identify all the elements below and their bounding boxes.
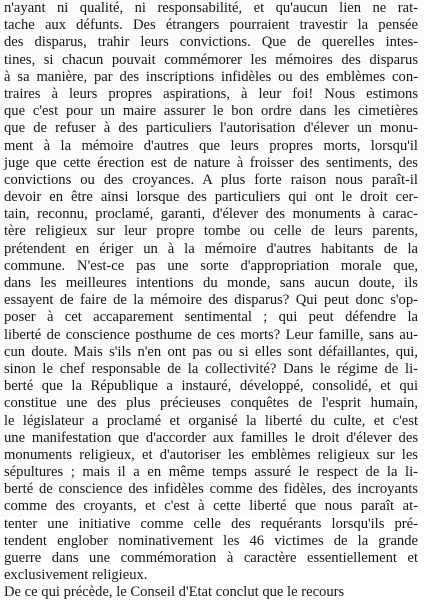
text-line: traires à leurs propres aspirations, à leur foi! Nous estimons [4, 85, 418, 102]
text-line: constitue une des plus précieuses conquêtes de l'esprit humain, [4, 395, 418, 412]
text-line: tines, si chacun pouvait commémorer les mémoires des disparus [4, 51, 418, 68]
text-line: guerre dans une commémoration à caractère essentiellement et [4, 550, 418, 566]
text-line: à sa manière, par des inscriptions infidèles ou des emblèmes con- [4, 68, 418, 85]
text-line: une manifestation que d'accorder aux familles le droit d'élever des [4, 429, 418, 446]
text-line: exclusivement religieux. [4, 567, 148, 584]
text-line: dans les meilleures intentions du monde, sans aucun doute, ils [4, 275, 418, 291]
text-line: liberté de conscience posthume de ces morts? Leur famille, sans au- [4, 326, 418, 343]
text-line: comme des croyants, et c'est à cette liberté que nous paraît at- [4, 498, 418, 515]
text-line: ment à la mémoire d'autres que leurs propres morts, lorsqu'il [4, 137, 418, 154]
text-line: tenter une initiative comme celle des requérants lorsqu'ils pré- [4, 515, 418, 532]
text-line: tache aux défunts. Des étrangers pourraient travestir la pensée [4, 17, 418, 34]
text-line: berté de conscience des infidèles comme des fidèles, des incroyants [4, 481, 418, 498]
text-line: tain, reconnu, proclamé, garanti, d'élever des monuments à carac- [4, 206, 418, 223]
text-line: sinon le chef responsable de la collectivité? Dans le régime de li- [4, 360, 418, 377]
text-line: n'ayant ni qualité, ni responsabilité, et qu'aucun lien ne rat- [4, 0, 418, 16]
text-line: prétendent en ériger un à la mémoire d'autres habitants de la [4, 240, 418, 257]
text-line: sépultures ; mais il a en même temps assuré le respect de la li- [4, 464, 418, 481]
text-line: cun doute. Mais s'ils n'en ont pas ou si elles sont défaillantes, qui, [4, 343, 418, 360]
text-line: que c'est pour un maire assurer le bon ordre dans les cimetières [4, 103, 418, 120]
text-line: convictions ou des croyances. A plus forte raison nous paraît-il [4, 171, 418, 188]
text-line-cut-off: De ce qui précède, le Conseil d'Etat conclut que le recours [4, 584, 345, 601]
body-paragraph [4, 0, 418, 601]
text-line: le législateur a proclamé et organisé la liberté du culte, et c'est [4, 412, 418, 429]
text-line: tère religieux sur leur propre tombe ou celle de leurs parents, [4, 223, 418, 240]
text-line: poser à cet accaparement sentimental ; qui peut défendre la [4, 309, 418, 326]
text-line: devoir en être ainsi lorsque des particuliers qui ont le droit cer- [4, 189, 418, 206]
text-line: des disparus, trahir leurs convictions. Que de querelles intes- [4, 34, 418, 51]
text-line: essayent de faire de la mémoire des disparus? Qui peut donc s'op- [4, 292, 418, 309]
text-line: tendent englober nominativement les 46 victimes de la grande [4, 532, 418, 549]
text-line: monuments religieux, et d'autoriser les emblèmes religieux sur les [4, 446, 418, 463]
text-line: commune. N'est-ce pas une sorte d'appropriation morale que, [4, 257, 418, 274]
text-line: juge que cette érection est de nature à froisser des sentiments, des [4, 154, 418, 171]
text-line: berté que la République a instauré, développé, consolidé, et qui [4, 378, 418, 395]
text-line: que de refuser à des particuliers l'autorisation d'élever un monu- [4, 120, 418, 137]
